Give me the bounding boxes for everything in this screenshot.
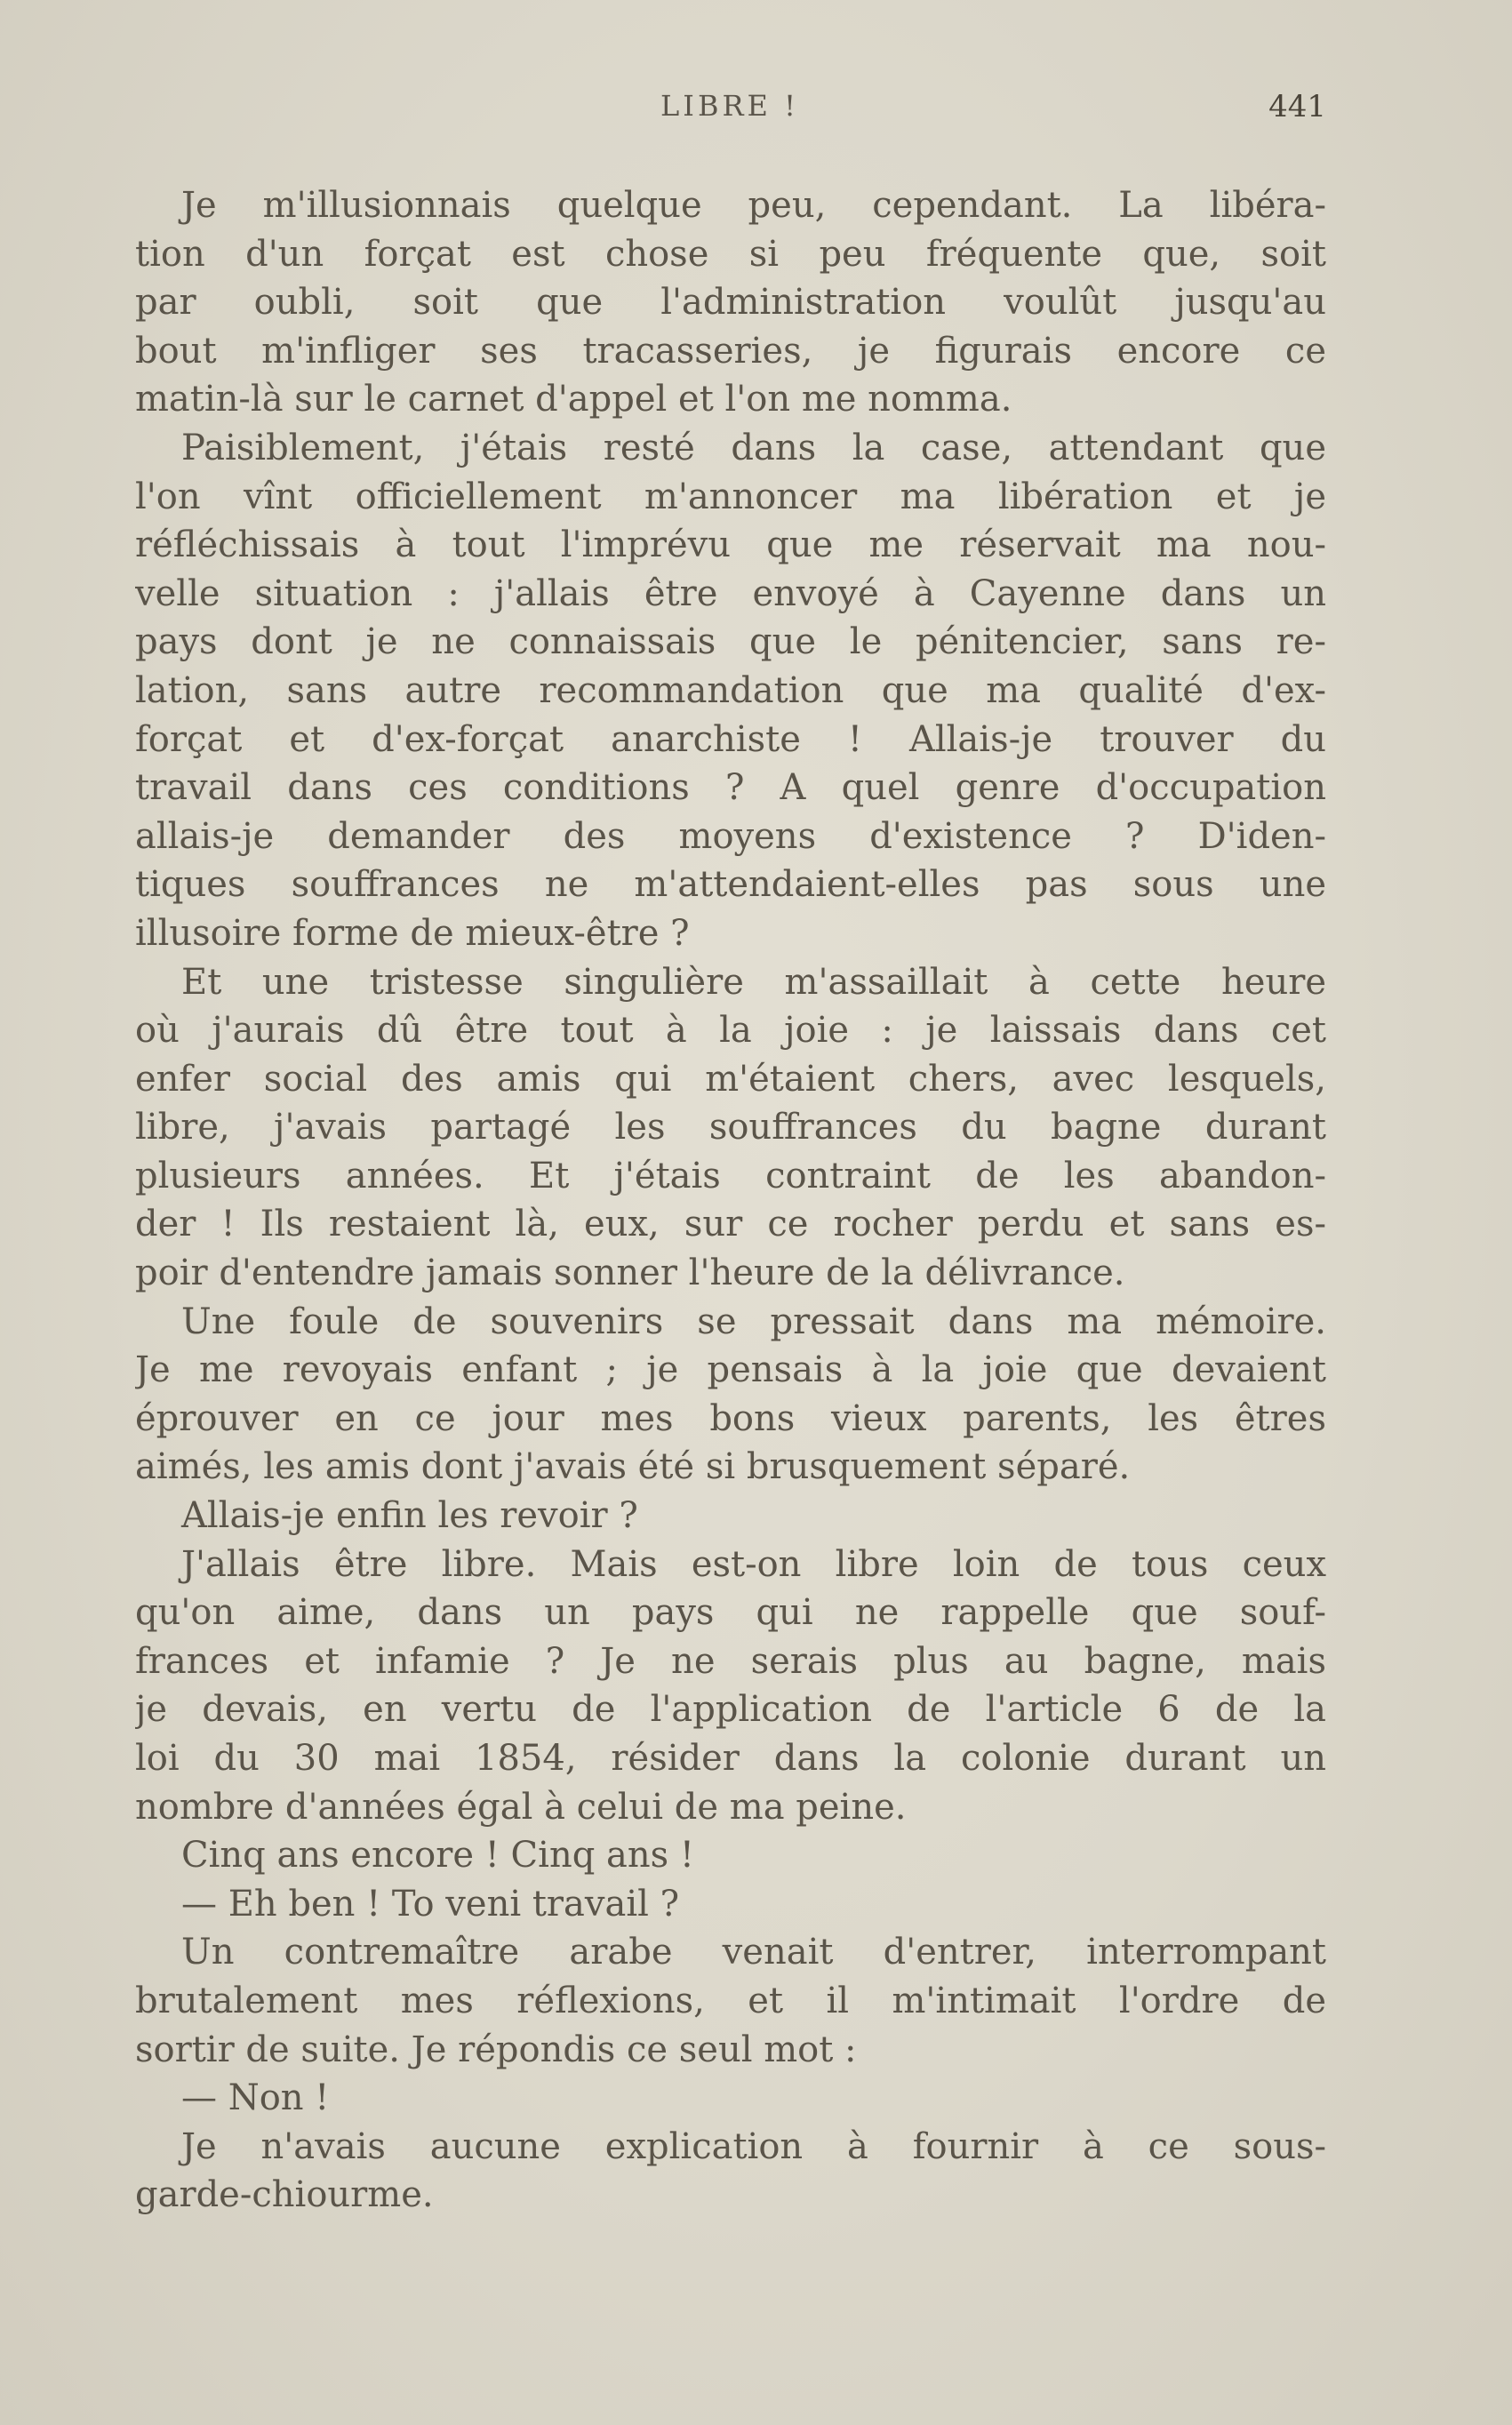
text-line: Cinq ans encore ! Cinq ans ! — [181, 1835, 694, 1877]
text-line: garde-chiourme. — [135, 2174, 434, 2216]
text-line: nombre d'années égal à celui de ma peine. — [135, 1786, 907, 1828]
text-line: J'allais être libre. Mais est-on libre loin de tous ceux — [181, 1543, 1326, 1585]
text-line: — Eh ben ! To veni travail ? — [181, 1883, 680, 1925]
text-line: allais-je demander des moyens d'existence ? D'iden- — [135, 815, 1326, 857]
text-line: sortir de suite. Je répondis ce seul mot : — [135, 2029, 857, 2070]
text-line: illusoire forme de mieux-être ? — [135, 912, 690, 954]
text-line: tiques souffrances ne m'attendaient-elles pas sous une — [135, 864, 1326, 906]
text-line: der ! Ils restaient là, eux, sur ce rocher perdu et sans es- — [135, 1204, 1326, 1245]
text-line: matin-là sur le carnet d'appel et l'on me nomma. — [135, 379, 1012, 420]
text-line: je devais, en vertu de l'application de l'article 6 de la — [135, 1689, 1326, 1731]
text-line: forçat et d'ex-forçat anarchiste ! Allais-je trouver du — [135, 718, 1326, 760]
text-line: travail dans ces conditions ? A quel genre d'occupation — [135, 767, 1326, 809]
running-title: LIBRE ! — [660, 89, 799, 123]
text-line: — Non ! — [181, 2077, 330, 2119]
text-line: lation, sans autre recommandation que ma qualité d'ex- — [135, 669, 1326, 711]
text-line: réfléchissais à tout l'imprévu que me réservait ma nou- — [135, 524, 1326, 566]
text-line: brutalement mes réflexions, et il m'intimait l'ordre de — [135, 1980, 1326, 2021]
text-line: aimés, les amis dont j'avais été si brusquement séparé. — [135, 1446, 1131, 1488]
text-line: Et une tristesse singulière m'assaillait à cette heure — [181, 961, 1326, 1003]
text-line: velle situation : j'allais être envoyé à Cayenne dans un — [135, 572, 1326, 614]
text-line: où j'aurais dû être tout à la joie : je laissais dans cet — [135, 1010, 1326, 1052]
text-line: l'on vînt officiellement m'annoncer ma libération et je — [135, 476, 1326, 517]
text-line: qu'on aime, dans un pays qui ne rappelle que souf- — [135, 1592, 1326, 1634]
text-line: Une foule de souvenirs se pressait dans ma mémoire. — [181, 1301, 1326, 1342]
text-line: enfer social des amis qui m'étaient chers, avec lesquels, — [135, 1058, 1326, 1100]
text-line: Je n'avais aucune explication à fournir à ce sous- — [181, 2125, 1326, 2167]
page-number: 441 — [1268, 89, 1326, 124]
page-header — [133, 89, 1326, 142]
text-line: libre, j'avais partagé les souffrances du bagne durant — [135, 1107, 1326, 1148]
text-line: pays dont je ne connaissais que le pénitencier, sans re- — [135, 621, 1326, 663]
text-line: Je m'illusionnais quelque peu, cependant. La libéra- — [181, 185, 1326, 226]
text-line: loi du 30 mai 1854, résider dans la colonie durant un — [135, 1738, 1326, 1779]
text-line: tion d'un forçat est chose si peu fréquente que, soit — [135, 233, 1326, 275]
text-line: frances et infamie ? Je ne serais plus au bagne, mais — [135, 1640, 1326, 1682]
body-text — [135, 181, 1326, 2220]
text-line: poir d'entendre jamais sonner l'heure de la délivrance. — [135, 1253, 1125, 1294]
text-line: Je me revoyais enfant ; je pensais à la joie que devaient — [135, 1349, 1326, 1391]
text-line: éprouver en ce jour mes bons vieux parents, les êtres — [135, 1397, 1326, 1439]
text-line: plusieurs années. Et j'étais contraint de les abandon- — [135, 1155, 1326, 1196]
text-line: bout m'infliger ses tracasseries, je figurais encore ce — [135, 330, 1326, 372]
text-line: Paisiblement, j'étais resté dans la case, attendant que — [181, 427, 1326, 468]
text-line: par oubli, soit que l'administration voulût jusqu'au — [135, 282, 1326, 324]
text-line: Allais-je enfin les revoir ? — [181, 1495, 638, 1537]
text-line: Un contremaître arabe venait d'entrer, interrompant — [181, 1932, 1326, 1973]
